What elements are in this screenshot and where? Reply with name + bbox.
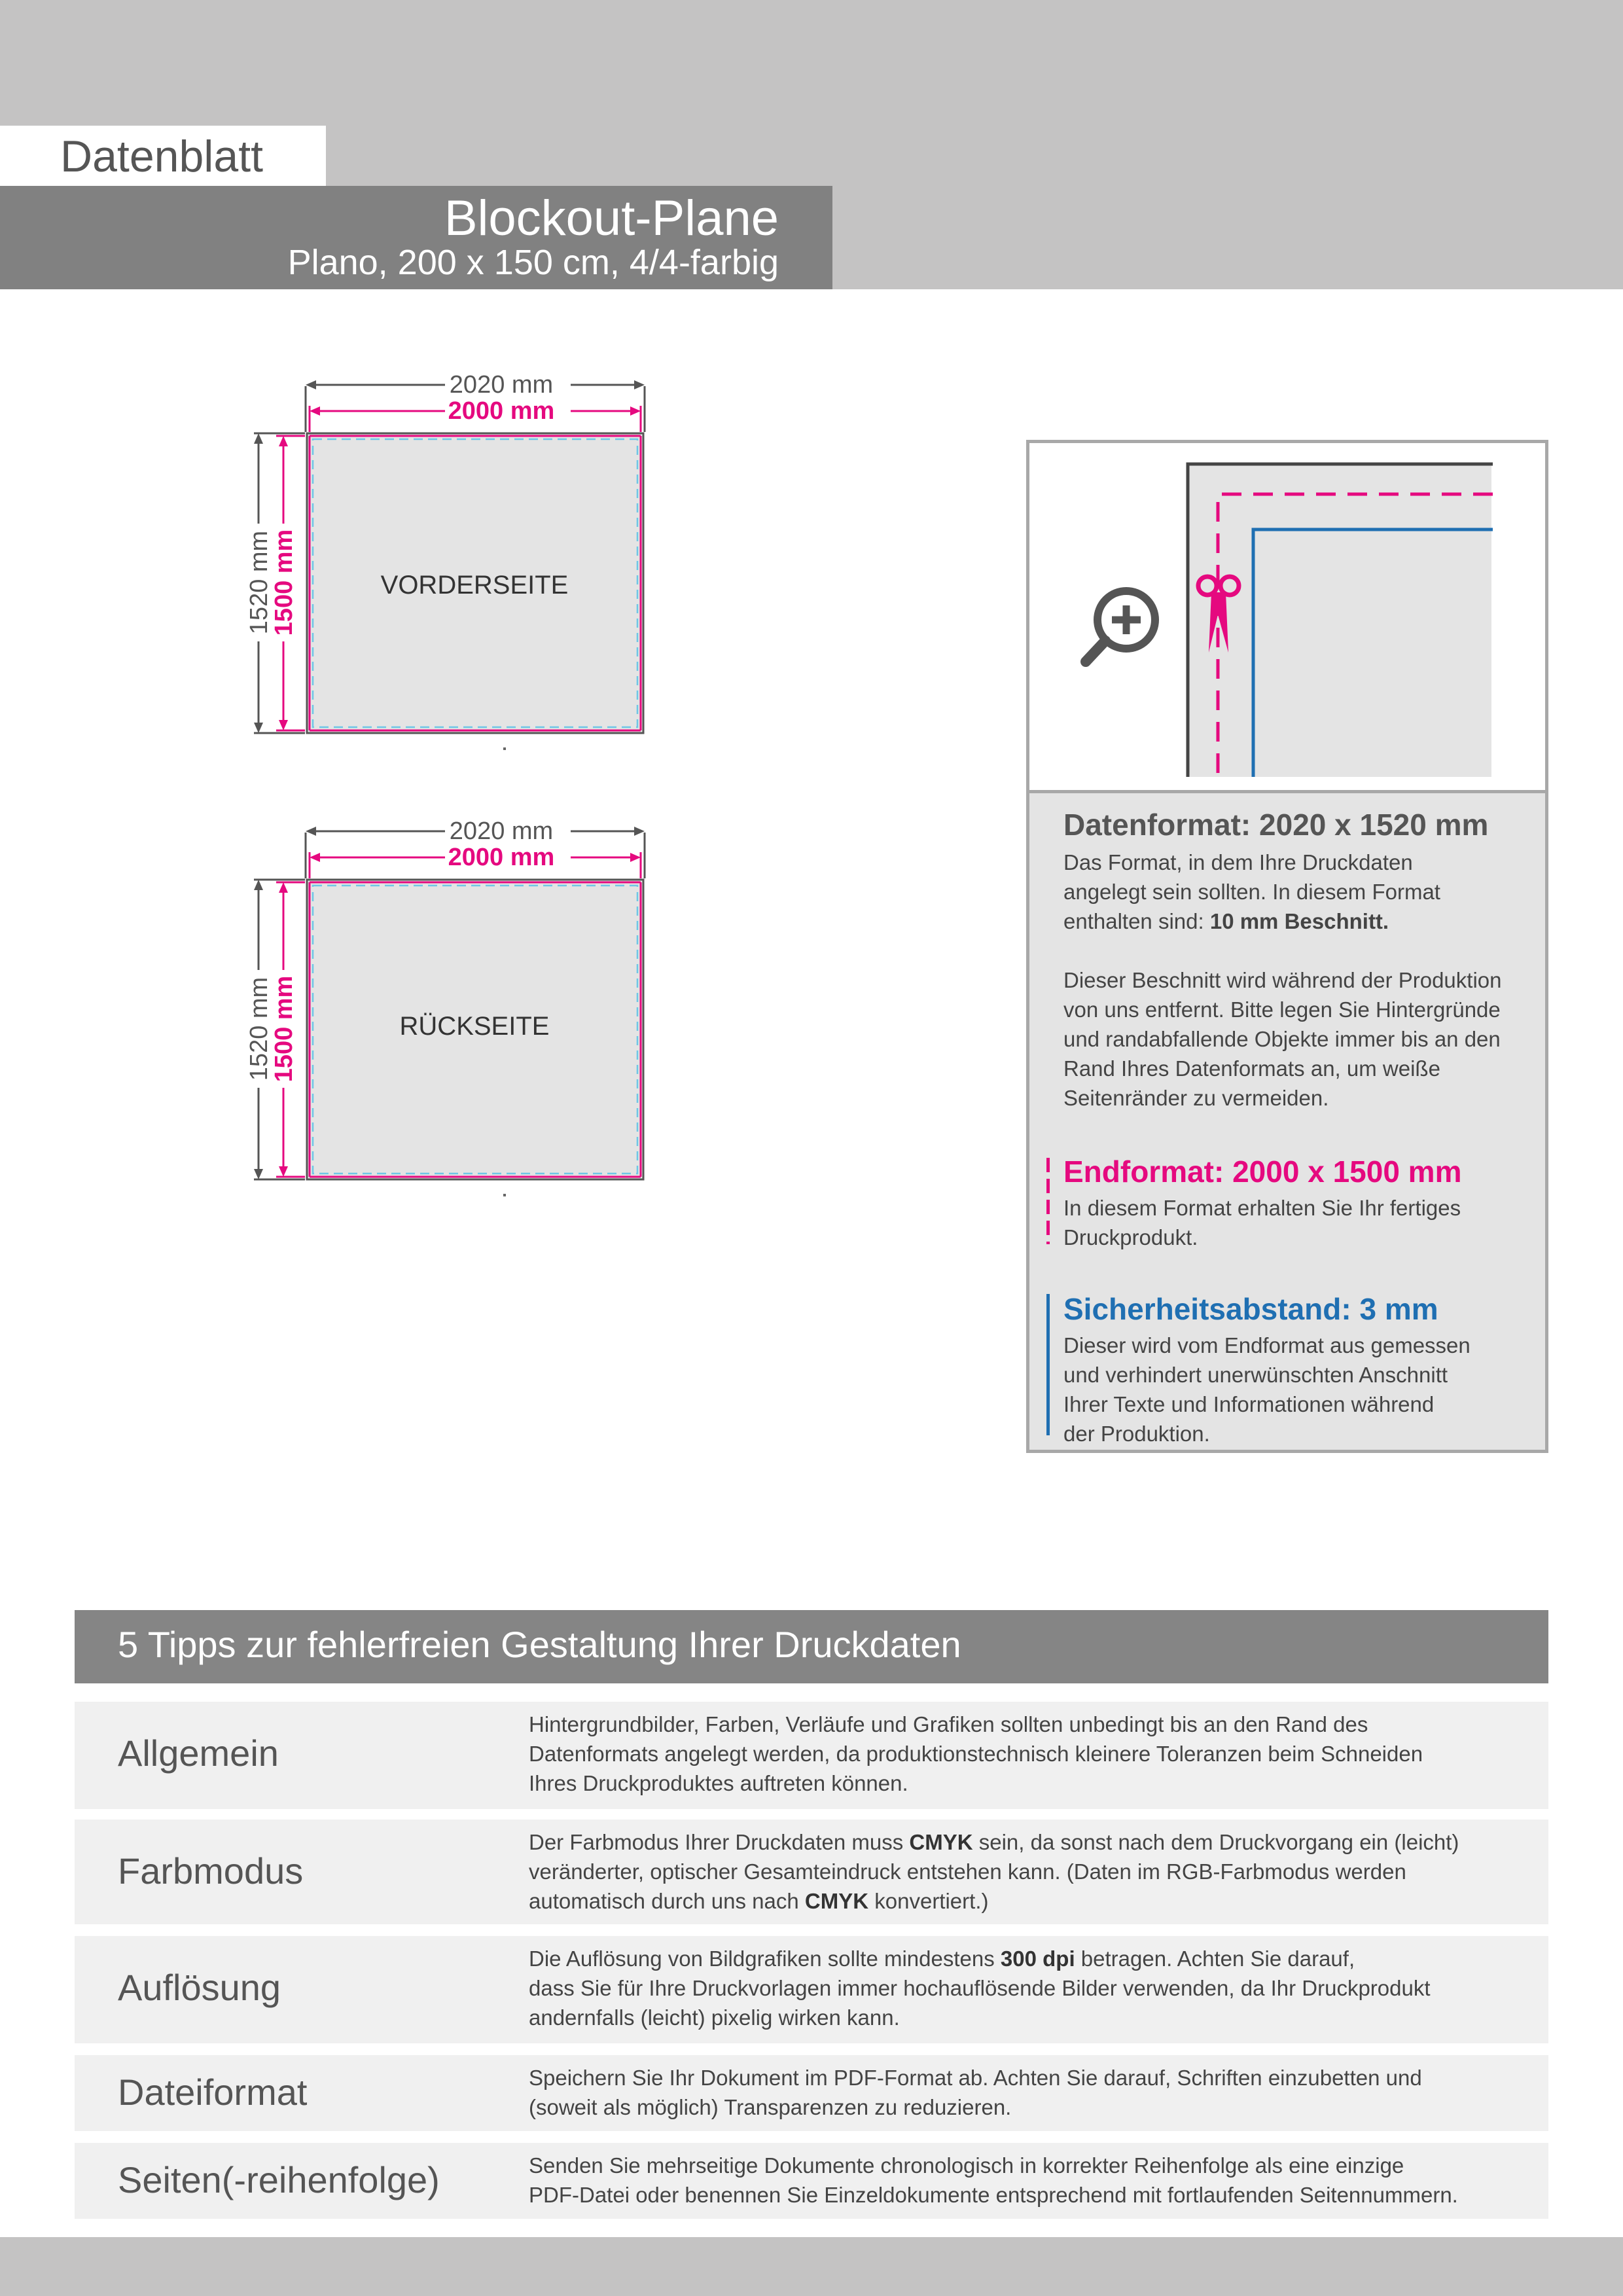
back-outer-height: 1520 mm bbox=[245, 977, 273, 1081]
text-part: betragen. Achten Sie darauf, bbox=[1075, 1946, 1355, 1971]
doc-label bbox=[0, 126, 326, 186]
text-line: der Produktion. bbox=[1063, 1422, 1210, 1446]
side-label-front: VORDERSEITE bbox=[380, 571, 569, 600]
safety-heading: Sicherheitsabstand: 3 mm bbox=[1063, 1292, 1438, 1326]
dot-mark bbox=[503, 1194, 506, 1196]
text-line: Dieser wird vom Endformat aus gemessen bbox=[1063, 1333, 1471, 1357]
text-part: Der Farbmodus Ihrer Druckdaten muss bbox=[529, 1830, 910, 1854]
datenformat-heading: Datenformat: 2020 x 1520 mm bbox=[1063, 808, 1489, 842]
text-line: Ihres Druckproduktes auftreten können. bbox=[529, 1771, 908, 1795]
tip-label: Dateiformat bbox=[118, 2072, 308, 2113]
front-inner-height: 1500 mm bbox=[270, 529, 298, 636]
text-part: Die Auflösung von Bildgrafiken sollte mindestens bbox=[529, 1946, 1001, 1971]
text-line bbox=[1063, 906, 1535, 936]
tips-title: 5 Tipps zur fehlerfreien Gestaltung Ihrer Druckdaten bbox=[118, 1624, 961, 1665]
tip-text bbox=[529, 2063, 1537, 2122]
tip-label: Allgemein bbox=[118, 1732, 279, 1774]
tip-row-farbmodus bbox=[75, 1820, 1548, 1924]
side-label-back: RÜCKSEITE bbox=[399, 1012, 550, 1041]
text-line: Seitenränder zu vermeiden. bbox=[1063, 1086, 1329, 1110]
text-line: Druckprodukt. bbox=[1063, 1225, 1198, 1249]
text-line: Rand Ihres Datenformats an, um weiße bbox=[1063, 1056, 1440, 1081]
tip-text bbox=[529, 1827, 1537, 1916]
text-line: andernfalls (leicht) pixelig wirken kann. bbox=[529, 2005, 900, 2030]
tip-label: Farbmodus bbox=[118, 1850, 304, 1892]
tip-row-dateiformat bbox=[75, 2055, 1548, 2131]
diagram-front bbox=[223, 367, 746, 785]
corner-data-area bbox=[1188, 464, 1491, 777]
footer-band bbox=[0, 2237, 1623, 2296]
text-part: sein, da sonst nach dem Druckvorgang ein (leicht) bbox=[972, 1830, 1459, 1854]
text-line: Datenformats angelegt werden, da produktionstechnisch kleinere Toleranzen beim Schneiden bbox=[529, 1742, 1423, 1766]
title-box bbox=[0, 186, 832, 289]
text-line: PDF-Datei oder benennen Sie Einzeldokumente entsprechend mit fortlaufenden Seitennummern. bbox=[529, 2183, 1458, 2207]
tip-row-allgemein bbox=[75, 1702, 1548, 1809]
tip-text bbox=[529, 2151, 1537, 2210]
text-line: und randabfallende Objekte immer bis an den bbox=[1063, 1027, 1501, 1051]
text-line: Hintergrundbilder, Farben, Verläufe und Grafiken sollten unbedingt bis an den Rand des bbox=[529, 1712, 1368, 1736]
text-line: dass Sie für Ihre Druckvorlagen immer hochauflösende Bilder verwenden, da Ihr Druckprodukt bbox=[529, 1976, 1431, 2000]
endformat-text bbox=[1063, 1193, 1535, 1252]
beschnitt-text bbox=[1063, 965, 1535, 1113]
text-line bbox=[529, 1827, 1537, 1857]
text-line: Das Format, in dem Ihre Druckdaten bbox=[1063, 850, 1413, 874]
text-line: In diesem Format erhalten Sie Ihr fertiges bbox=[1063, 1196, 1461, 1220]
zoom-detail-view bbox=[1029, 443, 1545, 793]
tip-text bbox=[529, 1710, 1537, 1798]
tip-text bbox=[529, 1944, 1537, 2032]
bleed-emphasis: 10 mm Beschnitt. bbox=[1209, 909, 1389, 933]
endformat-marker bbox=[1046, 1158, 1050, 1244]
tip-row-aufloesung bbox=[75, 1936, 1548, 2043]
text-line: (soweit als möglich) Transparenzen zu reduzieren. bbox=[529, 2095, 1012, 2119]
text-line: Senden Sie mehrseitige Dokumente chronologisch in korrekter Reihenfolge als eine einzige bbox=[529, 2153, 1404, 2178]
datenformat-text bbox=[1063, 848, 1535, 936]
back-inner-height: 1500 mm bbox=[270, 975, 298, 1083]
cmyk-emphasis: CMYK bbox=[804, 1889, 869, 1913]
zoom-detail-graphic bbox=[1029, 443, 1545, 790]
text-line: und verhindert unerwünschten Anschnitt bbox=[1063, 1363, 1448, 1387]
safety-text bbox=[1063, 1331, 1535, 1448]
doc-label-text: Datenblatt bbox=[60, 132, 263, 181]
front-inner-width: 2000 mm bbox=[448, 397, 555, 425]
tip-row-seiten bbox=[75, 2143, 1548, 2219]
text-line: angelegt sein sollten. In diesem Format bbox=[1063, 880, 1440, 904]
tip-label: Seiten(-reihenfolge) bbox=[118, 2159, 440, 2200]
text-line bbox=[529, 1886, 1537, 1916]
text-line: Dieser Beschnitt wird während der Produktion bbox=[1063, 968, 1502, 992]
front-outer-height: 1520 mm bbox=[245, 530, 273, 635]
text-part: konvertiert.) bbox=[868, 1889, 989, 1913]
text-line: Ihrer Texte und Informationen während bbox=[1063, 1392, 1435, 1416]
safety-marker bbox=[1046, 1294, 1050, 1435]
dot-mark bbox=[503, 747, 506, 750]
dpi-emphasis: 300 dpi bbox=[1000, 1946, 1075, 1971]
text-line: Speichern Sie Ihr Dokument im PDF-Format ab. Achten Sie darauf, Schriften einzubetten und bbox=[529, 2066, 1422, 2090]
magnifier-plus-icon bbox=[1086, 591, 1155, 662]
endformat-heading: Endformat: 2000 x 1500 mm bbox=[1063, 1155, 1462, 1189]
cmyk-emphasis: CMYK bbox=[909, 1830, 973, 1854]
back-inner-width: 2000 mm bbox=[448, 844, 555, 871]
text-line bbox=[529, 1944, 1537, 1973]
back-outer-width: 2020 mm bbox=[449, 817, 554, 845]
text-part: automatisch durch uns nach bbox=[529, 1889, 805, 1913]
text-line: von uns entfernt. Bitte legen Sie Hintergründe bbox=[1063, 997, 1501, 1022]
diagram-back bbox=[223, 813, 746, 1232]
tip-label: Auflösung bbox=[118, 1967, 281, 2008]
tips-header bbox=[75, 1610, 1548, 1683]
text-part: enthalten sind: bbox=[1063, 909, 1210, 933]
format-info-panel bbox=[1026, 440, 1548, 1453]
text-line: veränderter, optischer Gesamteindruck entstehen kann. (Daten im RGB-Farbmodus werden bbox=[529, 1859, 1406, 1884]
product-subtitle: Plano, 200 x 150 cm, 4/4-farbig bbox=[287, 243, 779, 282]
front-outer-width: 2020 mm bbox=[449, 371, 554, 399]
product-title: Blockout-Plane bbox=[444, 190, 779, 246]
